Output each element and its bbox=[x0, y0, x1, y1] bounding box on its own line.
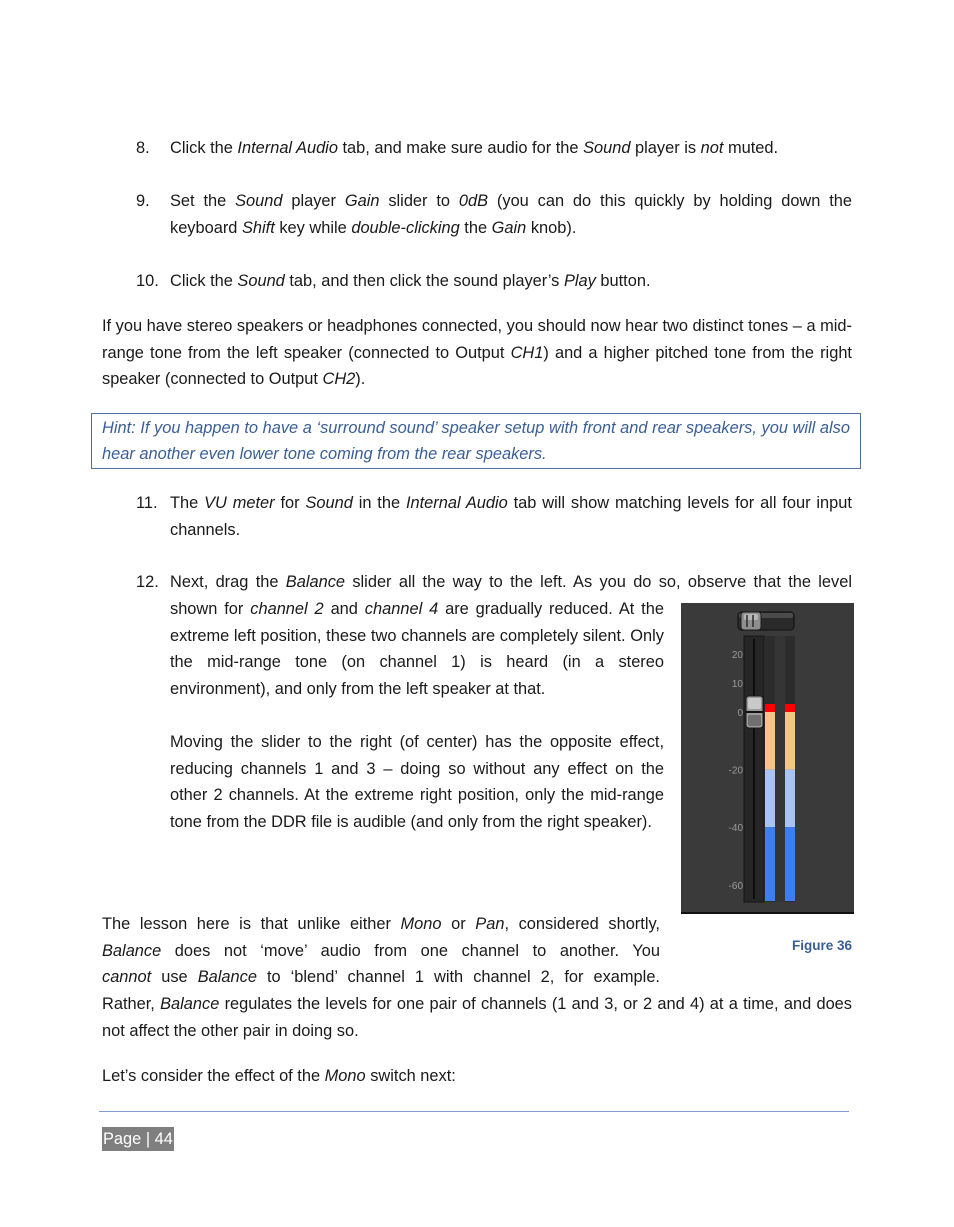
db-scale-label: 0 bbox=[737, 708, 743, 719]
lesson-line-3: cannot use Balance to ‘blend’ channel 1 with channel 2, for example. bbox=[102, 968, 660, 986]
gain-fader-knob[interactable] bbox=[746, 696, 763, 728]
vu-meter-peak-channel-1 bbox=[765, 704, 775, 712]
footer-divider bbox=[99, 1111, 849, 1112]
db-scale-label: -20 bbox=[728, 765, 743, 777]
figure-36-vu-meter bbox=[681, 603, 854, 914]
step-number-10: 10. bbox=[136, 272, 159, 290]
vu-meter-low-channel-1 bbox=[765, 827, 775, 901]
db-scale-label: -60 bbox=[728, 880, 743, 892]
vu-meter-peak-channel-2 bbox=[785, 704, 795, 712]
step-12-text: Next, drag the Balance slider all the way to the left. As you do so, observe that the level bbox=[170, 573, 852, 591]
lesson-paragraph-rest: Rather, Balance regulates the levels for one pair of channels (1 and 3, or 2 and 4) at a time, and does not affect the other pair in doing so. bbox=[102, 995, 852, 1040]
lesson-line-2: Balance does not ‘move’ audio from one channel to another. You bbox=[102, 942, 660, 960]
step-10-text: Click the Sound tab, and then click the sound player’s Play button. bbox=[170, 272, 651, 290]
vu-meter-high-channel-2 bbox=[785, 712, 795, 770]
hint-text: Hint: If you happen to have a ‘surround sound’ speaker setup with front and rear speakers, you will also hear another even lower tone coming from the rear speakers. bbox=[102, 419, 850, 463]
step-number-9: 9. bbox=[136, 192, 150, 210]
step-12-moving-paragraph: Moving the slider to the right (of center) has the opposite effect, reducing channels 1 and 3 – doing so without any effect on the other 2 channels. At the extreme right position, only the mid-range tone from the DDR file is audible (and only from the right speaker). bbox=[170, 733, 664, 831]
vu-meter-graphic bbox=[681, 603, 854, 912]
db-scale-label: 20 bbox=[731, 650, 743, 661]
hint-box bbox=[91, 413, 861, 469]
step-number-11: 11. bbox=[136, 494, 158, 512]
step-12-continued: shown for channel 2 and channel 4 are gradually reduced. At the extreme left position, these two channels are completely silent. Only the mid-range tone (on channel 1) is heard (in a stereo environment), and only from the left speaker at that. bbox=[170, 600, 664, 698]
figure-caption: Figure 36 bbox=[792, 938, 853, 953]
step-number-8: 8. bbox=[136, 139, 150, 157]
step-number-12: 12. bbox=[136, 573, 159, 591]
vu-meter-high-channel-1 bbox=[765, 712, 775, 770]
lesson-line-1: The lesson here is that unlike either Mono or Pan, considered shortly, bbox=[102, 915, 660, 933]
db-scale-label: 10 bbox=[731, 679, 743, 690]
vu-meter-low-channel-2 bbox=[785, 827, 795, 901]
db-scale-label: -40 bbox=[728, 823, 743, 835]
vu-meter-mid-channel-2 bbox=[785, 770, 795, 828]
vu-meter-mid-channel-1 bbox=[765, 770, 775, 828]
step-9-text: Set the Sound player Gain slider to 0dB (you can do this quickly by holding down the keyboard Shift key while double-clicking the Gain knob). bbox=[170, 192, 853, 237]
page-number-label: Page | 44 bbox=[102, 1127, 174, 1151]
balance-slider[interactable] bbox=[738, 612, 794, 630]
mono-paragraph: Let’s consider the effect of the Mono switch next: bbox=[102, 1067, 456, 1085]
stereo-paragraph: If you have stereo speakers or headphones connected, you should now hear two distinct tones – a mid-range tone from the left speaker (connected to Output CH1) and a higher pitched tone from the right speaker (connected to Output CH2). bbox=[102, 317, 852, 388]
step-11-text: The VU meter for Sound in the Internal Audio tab will show matching levels for all four input channels. bbox=[170, 494, 852, 539]
step-8-text: Click the Internal Audio tab, and make sure audio for the Sound player is not muted. bbox=[170, 139, 779, 157]
